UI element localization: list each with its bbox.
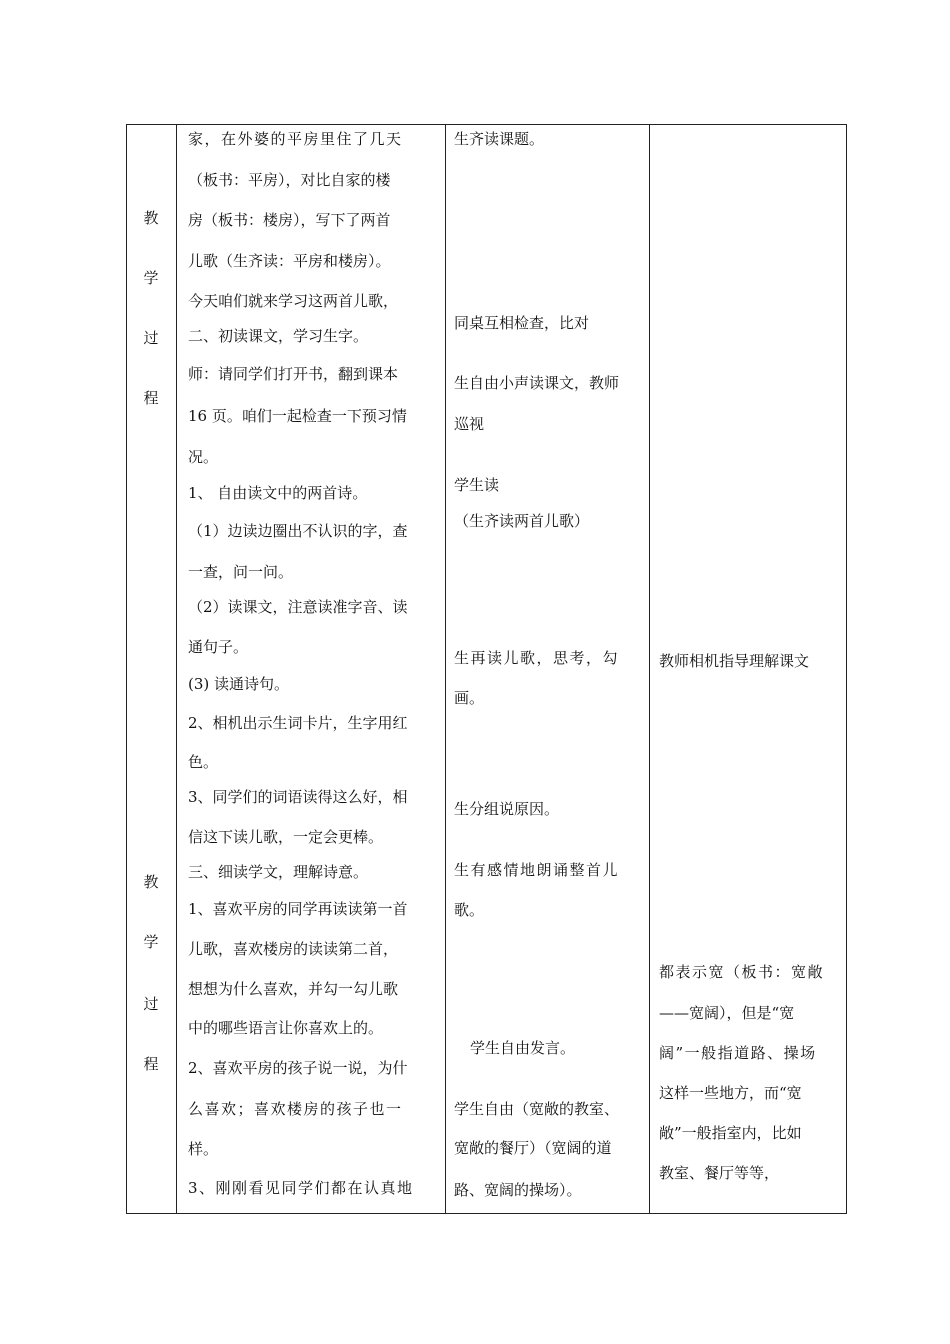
text-line: 阔”一般指道路、操场 — [659, 1044, 817, 1062]
text-line: 生分组说原因。 — [454, 800, 560, 818]
text-line: （1）边读边圈出不认识的字，查 — [188, 522, 408, 540]
text-line: 学生读 — [454, 476, 500, 494]
text-line: 路、宽阔的操场）。 — [454, 1181, 582, 1199]
text-line: 师：请同学们打开书，翻到课本 — [188, 365, 399, 383]
text-line: 学生自由（宽敞的教室、 — [454, 1100, 620, 1118]
text-line: 2、喜欢平房的孩子说一说，为什 — [188, 1059, 408, 1077]
text-line: 色。 — [188, 753, 219, 771]
text-line: 况。 — [188, 448, 219, 466]
text-line: 1、喜欢平房的同学再读读第一首 — [188, 900, 408, 918]
text-line: 样。 — [188, 1140, 219, 1158]
text-line: 一查，问一问。 — [188, 563, 294, 581]
section-label-char: 程 — [143, 389, 159, 407]
text-line: 生再读儿歌，思考，勾 — [454, 649, 620, 667]
text-line: 3、同学们的词语读得这么好，相 — [188, 788, 408, 806]
text-line: 通句子。 — [188, 638, 249, 656]
section-label-char: 过 — [143, 995, 159, 1013]
text-line: 歌。 — [454, 901, 485, 919]
section-label-char: 学 — [143, 933, 159, 951]
text-line: 教师相机指导理解课文 — [659, 652, 810, 670]
text-line: 信这下读儿歌，一定会更棒。 — [188, 828, 384, 846]
text-line: 中的哪些语言让你喜欢上的。 — [188, 1019, 384, 1037]
text-line: 敞”一般指室内，比如 — [659, 1124, 802, 1142]
text-line: 家，在外婆的平房里住了几天 — [188, 130, 403, 148]
text-line: 生有感情地朗诵整首儿 — [454, 861, 620, 879]
column-divider — [649, 125, 650, 1213]
text-line: 1、 自由读文中的两首诗。 — [188, 484, 368, 502]
text-line: 同桌互相检查，比对 — [454, 314, 590, 332]
section-label-char: 教 — [143, 209, 159, 227]
section-label-char: 学 — [143, 269, 159, 287]
text-line: 宽敞的餐厅）（宽阔的道 — [454, 1139, 612, 1157]
text-line: （2）读课文，注意读准字音、读 — [188, 598, 408, 616]
text-line: 画。 — [454, 689, 485, 707]
text-line: 这样一些地方，而“宽 — [659, 1084, 802, 1102]
text-line: 儿歌（生齐读：平房和楼房）。 — [188, 252, 391, 270]
text-line: 三、细读学文，理解诗意。 — [188, 863, 369, 881]
section-label-char: 教 — [143, 873, 159, 891]
text-line: ——宽阔），但是“宽 — [659, 1004, 795, 1022]
text-line: （板书：平房），对比自家的楼 — [188, 171, 391, 189]
section-label-char: 过 — [143, 329, 159, 347]
text-line: 儿歌，喜欢楼房的读读第二首， — [188, 940, 399, 958]
column-divider — [445, 125, 446, 1213]
text-line: 今天咱们就来学习这两首儿歌， — [188, 292, 399, 310]
column-divider — [176, 125, 177, 1213]
text-line: 生齐读课题。 — [454, 130, 545, 148]
text-line: （生齐读两首儿歌） — [454, 512, 590, 530]
text-line: 都表示宽（板书：宽敞 — [659, 963, 825, 981]
text-line: 想想为什么喜欢，并勾一勾儿歌 — [188, 980, 399, 998]
text-line: 么喜欢；喜欢楼房的孩子也一 — [188, 1100, 403, 1118]
text-line: 房（板书：楼房），写下了两首 — [188, 211, 391, 229]
section-label-char: 程 — [143, 1055, 159, 1073]
text-line: 生自由小声读课文，教师 — [454, 374, 620, 392]
text-line: 2、相机出示生词卡片，生字用红 — [188, 714, 408, 732]
text-line: 巡视 — [454, 415, 485, 433]
text-line: 二、初读课文，学习生字。 — [188, 327, 369, 345]
text-line: 16 页。咱们一起检查一下预习情 — [188, 407, 407, 425]
text-line: 学生自由发言。 — [470, 1039, 576, 1057]
text-line: 教室、餐厅等等， — [659, 1164, 780, 1182]
text-line: 3、刚刚看见同学们都在认真地 — [188, 1179, 414, 1197]
text-line: (3) 读通诗句。 — [188, 675, 290, 693]
